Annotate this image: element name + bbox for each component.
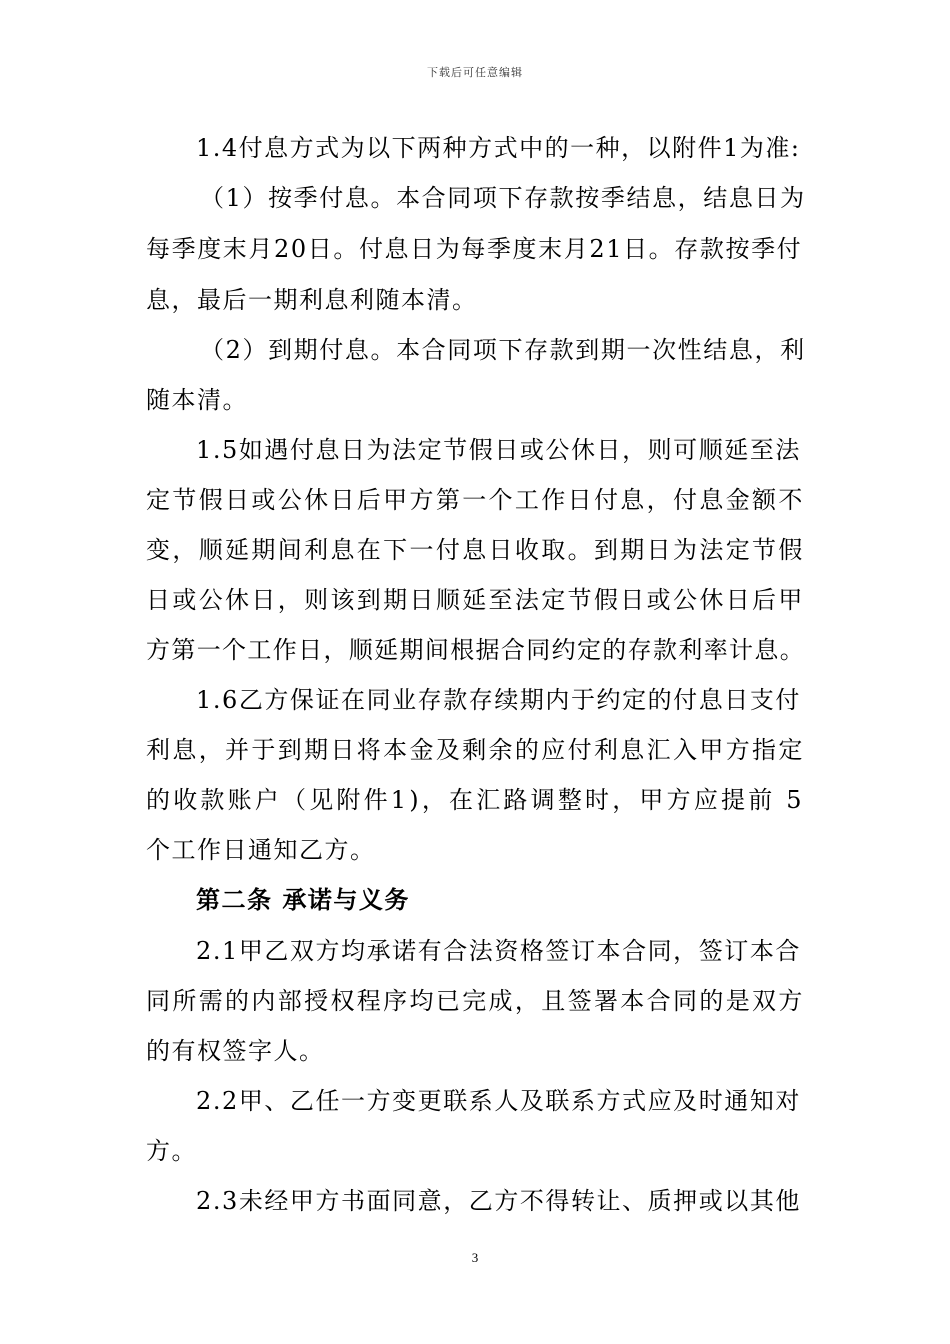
paragraph-line: 方。 (146, 1137, 197, 1165)
paragraph-line: 1.6乙方保证在同业存款存续期内于约定的付息日支付 (196, 686, 801, 714)
paragraph-line: 变，顺延期间利息在下一付息日收取。到期日为法定节假 (146, 536, 805, 564)
paragraph-line: 定节假日或公休日后甲方第一个工作日付息，付息金额不 (146, 486, 805, 514)
paragraph-line: 个工作日通知乙方。 (146, 836, 376, 864)
paragraph-line: 息，最后一期利息利随本清。 (146, 286, 478, 314)
paragraph-line: 的收款账户（见附件1)，在汇路调整时，甲方应提前 5 (146, 786, 805, 814)
paragraph-line: （2）到期付息。本合同项下存款到期一次性结息，利 (200, 336, 806, 364)
paragraph-line: 2.2甲、乙任一方变更联系人及联系方式应及时通知对 (196, 1087, 801, 1115)
paragraph-line: 同所需的内部授权程序均已完成，且签署本合同的是双方 (146, 987, 805, 1015)
paragraph-line: 2.3未经甲方书面同意，乙方不得转让、质押或以其他 (196, 1187, 801, 1215)
paragraph-line: 1.4付息方式为以下两种方式中的一种，以附件1为准: (196, 134, 801, 162)
paragraph-line: 利息，并于到期日将本金及剩余的应付利息汇入甲方指定 (146, 736, 805, 764)
page-header: 下载后可任意编辑 (427, 66, 523, 79)
paragraph-line: 随本清。 (146, 386, 248, 414)
paragraph-line: 1.5如遇付息日为法定节假日或公休日，则可顺延至法 (196, 436, 801, 464)
paragraph-line: （1）按季付息。本合同项下存款按季结息，结息日为 (200, 184, 806, 212)
paragraph-line: 每季度末月20日。付息日为每季度末月21日。存款按季付 (146, 235, 803, 263)
paragraph-line: 方第一个工作日，顺延期间根据合同约定的存款利率计息。 (146, 636, 806, 664)
paragraph-line: 2.1甲乙双方均承诺有合法资格签订本合同，签订本合 (196, 937, 801, 965)
paragraph-line: 的有权签字人。 (146, 1037, 325, 1065)
paragraph-line: 日或公休日，则该到期日顺延至法定节假日或公休日后甲 (146, 586, 805, 614)
section-heading: 第二条 承诺与义务 (196, 885, 410, 914)
page-number: 3 (471, 1250, 479, 1265)
